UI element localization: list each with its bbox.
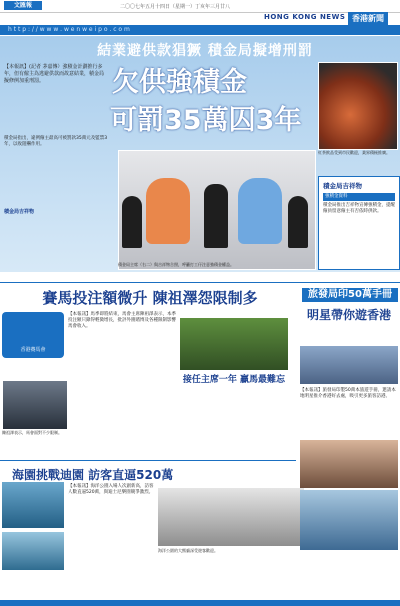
lead-body-1: 【本報訊】(記者 茅嘉傳）強積金計劃推行多年，但有僱主為逃避供款而故意結業，積金局擬修例加重刑罰。	[4, 64, 105, 84]
ocean-body: 【本報訊】海洋公園入場人次創新高，訪客人數直逼520萬，與迪士尼樂園競爭激烈。	[68, 484, 154, 495]
race-headline: 接任主席一年 贏馬最難忘	[182, 375, 286, 385]
chairman-caption: 陳祖澤表示，馬會面對不少限制。	[2, 430, 62, 435]
sea-photo	[300, 490, 398, 550]
tea-caption: 紅茶飲品受到市民歡迎，業界積極推廣。	[318, 150, 390, 155]
newspaper-logo: 文匯報	[4, 1, 42, 10]
sidebar-body: 積金局推出吉祥物宣傳強積金，提醒僱員留意僱主有否依時供款。	[323, 203, 395, 214]
lead-sub-headline: 結業避供款猖獗 積金局擬增刑罰	[97, 43, 313, 59]
divider	[0, 282, 400, 283]
website-url[interactable]: h t t p : / / w w w . w e n w e i p o . c o m	[0, 25, 400, 35]
tour-photo	[300, 346, 398, 384]
lead-photo-caption: 積金局主席（右二）與吉祥物合照，呼籲打工仔注意強積金權益。	[118, 262, 234, 267]
tour-headline: 明星帶你遊香港	[306, 308, 391, 322]
panda-photo	[158, 488, 304, 546]
person-figure	[204, 184, 228, 248]
jockey-club-label: 香港賽馬會	[20, 347, 46, 353]
panda-caption: 海洋公園的大熊貓深受遊客歡迎。	[158, 548, 218, 553]
section-title-zh: 香港新聞	[348, 12, 388, 25]
mascot-orange	[146, 178, 190, 244]
girl-photo	[300, 440, 398, 488]
tea-photo	[318, 62, 398, 150]
ocean-photo	[2, 482, 64, 528]
sidebar-title: 積金局吉祥物	[323, 182, 362, 190]
tour-body: 【本報訊】旅發局印製50萬本旅遊手冊，邀請本地明星推介香港好去處，吸引更多旅客訪港。	[300, 388, 396, 399]
divider	[0, 460, 296, 461]
footer-bar	[0, 600, 400, 606]
chairman-photo	[2, 380, 68, 430]
lead-body-2: 積金局指出，違例僱主最高可被罰款35萬元及監禁3年，以收阻嚇作用。	[4, 136, 108, 147]
horse-headline: 賽馬投注額微升 陳祖澤怨限制多	[42, 289, 258, 307]
masthead-bar	[0, 0, 400, 13]
sidebar-box	[318, 176, 400, 270]
person-figure	[122, 196, 142, 248]
section-title-en: HONG KONG NEWS	[264, 13, 346, 21]
race-photo	[180, 318, 288, 370]
section-header	[264, 13, 398, 24]
lead-headline-line1: 欠供強積金	[112, 67, 247, 98]
tour-banner: 旅發局印50萬手冊	[302, 288, 398, 302]
person-figure	[288, 196, 308, 248]
lead-sub-section: 積金局吉祥物	[4, 209, 35, 215]
ocean-photo	[2, 532, 64, 570]
ocean-headline: 海園挑戰迪園 訪客直逼520萬	[12, 468, 174, 482]
horse-body: 【本報訊】馬季即將結束，馬會主席陳祖澤表示，本季投注額只錄得輕微增長，批評外圍賭博及各種限制影響馬會收入。	[68, 312, 176, 329]
issue-info: 二〇〇七年五月十四日（星期一）丁亥年三月廿八	[120, 4, 231, 10]
jockey-club-logo	[2, 312, 64, 358]
mascot-blue	[238, 178, 282, 244]
lead-headline-line2: 可罰35萬囚3年	[110, 105, 302, 136]
sidebar-tag: 強積金資料	[323, 193, 395, 201]
